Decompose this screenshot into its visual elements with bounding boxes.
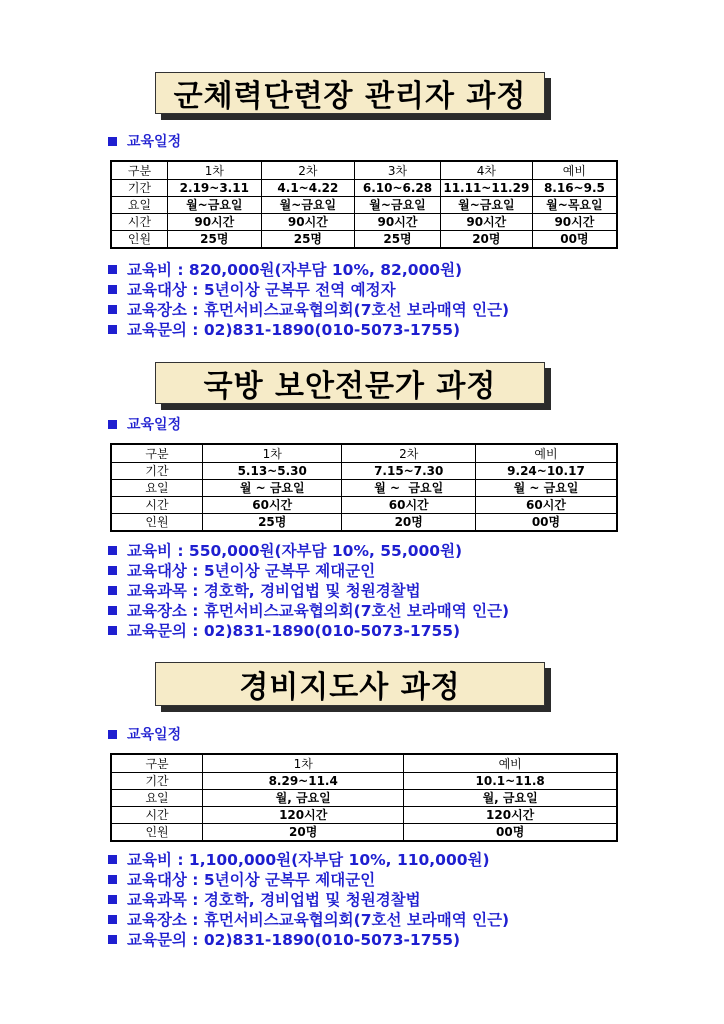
table-cell: 월 ~ 금요일 [475,480,617,497]
section-1-info-list [108,259,509,339]
table-row-label: 요일 [111,790,203,807]
table-row [111,197,617,214]
bullet-icon [108,606,117,615]
list-item [108,299,509,319]
bullet-icon [108,915,117,924]
list-item [108,600,509,620]
schedule-heading-label: 교육일정 [127,727,182,743]
table-header-cell: 구분 [111,444,202,463]
table-header-cell: 2차 [261,161,355,180]
table-row-label: 인원 [111,231,168,249]
bullet-icon [108,566,117,575]
table-row [111,214,617,231]
table-row-label: 시간 [111,497,202,514]
bullet-icon [108,265,117,274]
bullet-icon [108,420,117,429]
info-text: 교육비 : 820,000원(자부담 10%, 82,000원) [127,261,463,279]
table-cell: 60시간 [342,497,476,514]
table-row [111,807,617,824]
section-1-schedule-heading [108,131,181,151]
table-cell: 120시간 [404,807,617,824]
table-cell: 90시간 [261,214,355,231]
table-cell: 9.24~10.17 [475,463,617,480]
bullet-icon [108,325,117,334]
table-cell: 90시간 [355,214,441,231]
table-header-row [111,444,617,463]
table-header-cell: 4차 [440,161,532,180]
table-cell: 10.1~11.8 [404,773,617,790]
table-cell: 60시간 [475,497,617,514]
bullet-icon [108,137,117,146]
table-header-cell: 1차 [168,161,262,180]
table-cell: 2.19~3.11 [168,180,262,197]
table-row [111,773,617,790]
list-item [108,319,509,339]
table-cell: 8.16~9.5 [532,180,617,197]
info-text: 교육장소 : 휴먼서비스교육협의회(7호선 보라매역 인근) [127,911,510,929]
bullet-icon [108,730,117,739]
table-cell: 월~금요일 [440,197,532,214]
bullet-icon [108,626,117,635]
list-item [108,259,509,279]
table-header-cell: 예비 [475,444,617,463]
info-text: 교육과목 : 경호학, 경비업법 및 청원경찰법 [127,582,421,600]
section-3-title: 경비지도사 과정 [155,662,545,706]
info-text: 교육대상 : 5년이상 군복무 제대군인 [127,562,376,580]
info-text: 교육장소 : 휴먼서비스교육협의회(7호선 보라매역 인근) [127,301,510,319]
section-2-schedule-heading [108,414,181,434]
table-cell: 8.29~11.4 [203,773,404,790]
bullet-icon [108,855,117,864]
table-cell: 월, 금요일 [404,790,617,807]
table-row-label: 요일 [111,197,168,214]
table-row-label: 기간 [111,773,203,790]
bullet-icon [108,305,117,314]
table-cell: 20명 [203,824,404,842]
table-header-row [111,161,617,180]
table-row [111,231,617,249]
table-header-cell: 2차 [342,444,476,463]
table-cell: 25명 [355,231,441,249]
table-cell: 월 ~ 금요일 [202,480,341,497]
bullet-icon [108,285,117,294]
list-item [108,540,509,560]
info-text: 교육문의 : 02)831-1890(010-5073-1755) [127,931,461,949]
table-cell: 월~금요일 [261,197,355,214]
bullet-icon [108,935,117,944]
table-row-label: 기간 [111,463,202,480]
section-3-info-list [108,849,509,949]
info-text: 교육과목 : 경호학, 경비업법 및 청원경찰법 [127,891,421,909]
table-header-cell: 구분 [111,161,168,180]
list-item [108,869,509,889]
table-cell: 00명 [475,514,617,532]
table-header-row [111,754,617,773]
table-row [111,463,617,480]
section-2-title: 국방 보안전문가 과정 [155,362,545,404]
bullet-icon [108,875,117,884]
table-cell: 90시간 [168,214,262,231]
table-cell: 25명 [261,231,355,249]
schedule-heading-label: 교육일정 [127,417,182,433]
table-cell: 월~금요일 [355,197,441,214]
list-item [108,849,509,869]
table-cell: 5.13~5.30 [202,463,341,480]
list-item [108,580,509,600]
section-1-schedule-table [110,160,618,249]
table-cell: 120시간 [203,807,404,824]
table-header-cell: 1차 [202,444,341,463]
table-row-label: 기간 [111,180,168,197]
info-text: 교육비 : 550,000원(자부담 10%, 55,000원) [127,542,463,560]
list-item [108,909,509,929]
table-cell: 00명 [404,824,617,842]
list-item [108,279,509,299]
table-header-cell: 구분 [111,754,203,773]
list-item [108,929,509,949]
table-header-cell: 1차 [203,754,404,773]
table-row-label: 인원 [111,824,203,842]
table-cell: 20명 [342,514,476,532]
table-header-cell: 예비 [532,161,617,180]
table-cell: 6.10~6.28 [355,180,441,197]
table-row [111,514,617,532]
table-cell: 월~금요일 [168,197,262,214]
table-cell: 60시간 [202,497,341,514]
table-row [111,480,617,497]
bullet-icon [108,586,117,595]
table-cell: 11.11~11.29 [440,180,532,197]
section-3-schedule-table [110,753,618,842]
table-cell: 90시간 [440,214,532,231]
table-row [111,824,617,842]
table-row-label: 시간 [111,807,203,824]
table-cell: 25명 [168,231,262,249]
bullet-icon [108,895,117,904]
table-cell: 25명 [202,514,341,532]
table-cell: 90시간 [532,214,617,231]
info-text: 교육대상 : 5년이상 군복무 전역 예정자 [127,281,396,299]
list-item [108,620,509,640]
table-row [111,180,617,197]
info-text: 교육문의 : 02)831-1890(010-5073-1755) [127,622,461,640]
list-item [108,889,509,909]
table-row-label: 시간 [111,214,168,231]
table-row [111,790,617,807]
table-header-cell: 3차 [355,161,441,180]
table-row-label: 인원 [111,514,202,532]
table-row [111,497,617,514]
section-1-title: 군체력단련장 관리자 과정 [155,72,545,114]
table-cell: 20명 [440,231,532,249]
table-row-label: 요일 [111,480,202,497]
table-cell: 월~목요일 [532,197,617,214]
section-2-schedule-table [110,443,618,532]
schedule-heading-label: 교육일정 [127,134,182,150]
table-cell: 4.1~4.22 [261,180,355,197]
list-item [108,560,509,580]
table-cell: 월 ~ 금요일 [342,480,476,497]
table-cell: 월, 금요일 [203,790,404,807]
info-text: 교육장소 : 휴먼서비스교육협의회(7호선 보라매역 인근) [127,602,510,620]
table-header-cell: 예비 [404,754,617,773]
bullet-icon [108,546,117,555]
section-2-info-list [108,540,509,640]
info-text: 교육비 : 1,100,000원(자부담 10%, 110,000원) [127,851,490,869]
table-cell: 7.15~7.30 [342,463,476,480]
info-text: 교육문의 : 02)831-1890(010-5073-1755) [127,321,461,339]
table-cell: 00명 [532,231,617,249]
section-3-schedule-heading [108,724,181,744]
info-text: 교육대상 : 5년이상 군복무 제대군인 [127,871,376,889]
